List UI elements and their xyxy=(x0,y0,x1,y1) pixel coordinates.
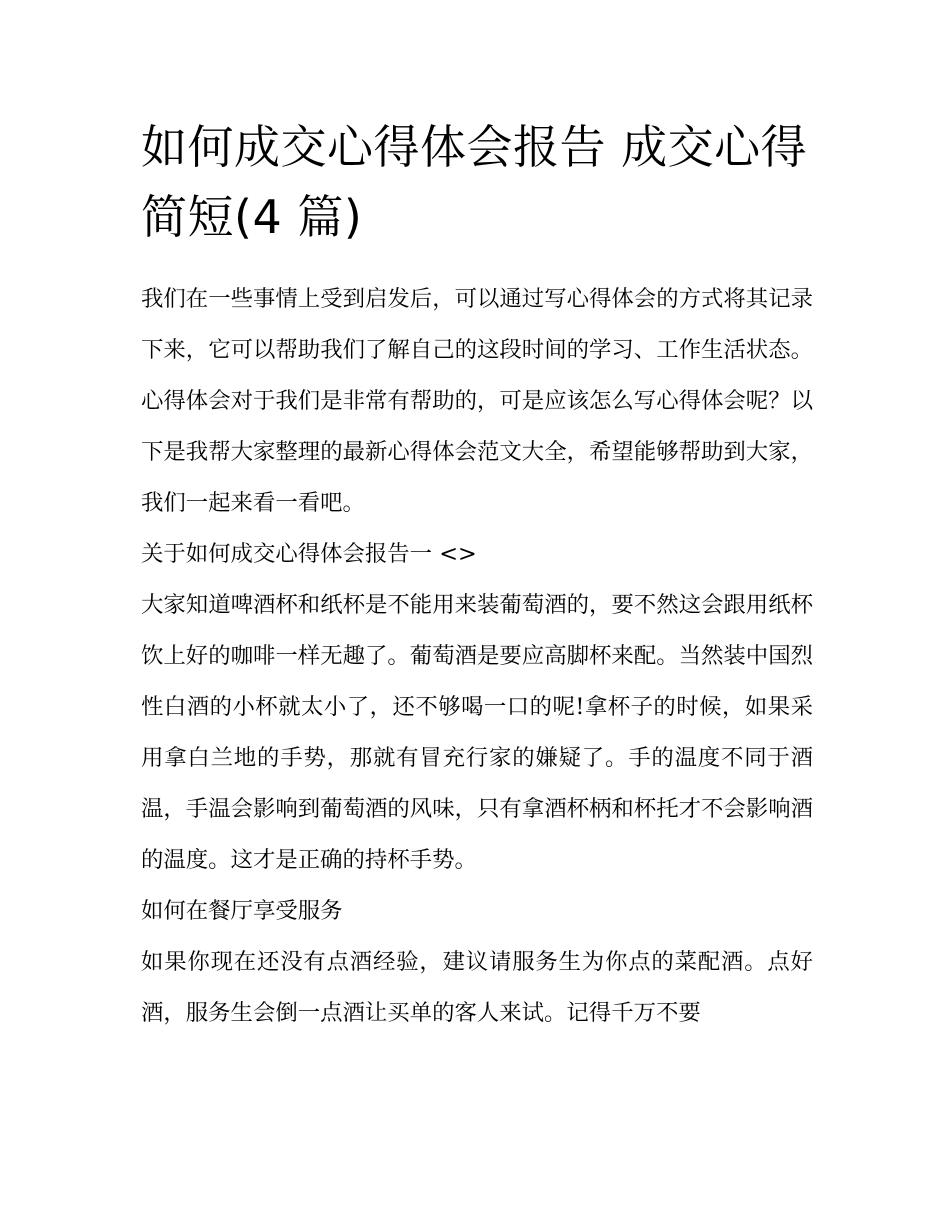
document-content xyxy=(141,112,813,1039)
section-heading-restaurant-service: 如何在餐厅享受服务 xyxy=(141,898,343,924)
intro-paragraph: 我们在一些事情上受到启发后，可以通过写心得体会的方式将其记录下来，它可以帮助我们了解自己的这段时间的学习、工作生活状态。心得体会对于我们是非常有帮助的，可是应该怎么写心得体会呢？以下是我帮大家整理的最新心得体会范文大全，希望能够帮助到大家，我们一起来看一看吧。 xyxy=(141,286,813,516)
wine-glass-paragraph: 大家知道啤酒杯和纸杯是不能用来装葡萄酒的，要不然这会跟用纸杯饮上好的咖啡一样无趣了。葡萄酒是要应高脚杯来配。当然装中国烈性白酒的小杯就太小了，还不够喝一口的呢!拿杯子的时候，如果采用拿白兰地的手势，那就有冒充行家的嫌疑了。手的温度不同于酒温，手温会影响到葡萄酒的风味，只有拿酒杯柄和杯托才不会影响酒的温度。这才是正确的持杯手势。 xyxy=(141,592,813,873)
section-heading-report-one: 关于如何成交心得体会报告一 <> xyxy=(141,541,477,567)
document-title: 如何成交心得体会报告 成交心得简短(4 篇) xyxy=(141,120,808,244)
ordering-wine-paragraph: 如果你现在还没有点酒经验，建议请服务生为你点的菜配酒。点好酒，服务生会倒一点酒让买单的客人来试。记得千万不要 xyxy=(141,949,813,1026)
